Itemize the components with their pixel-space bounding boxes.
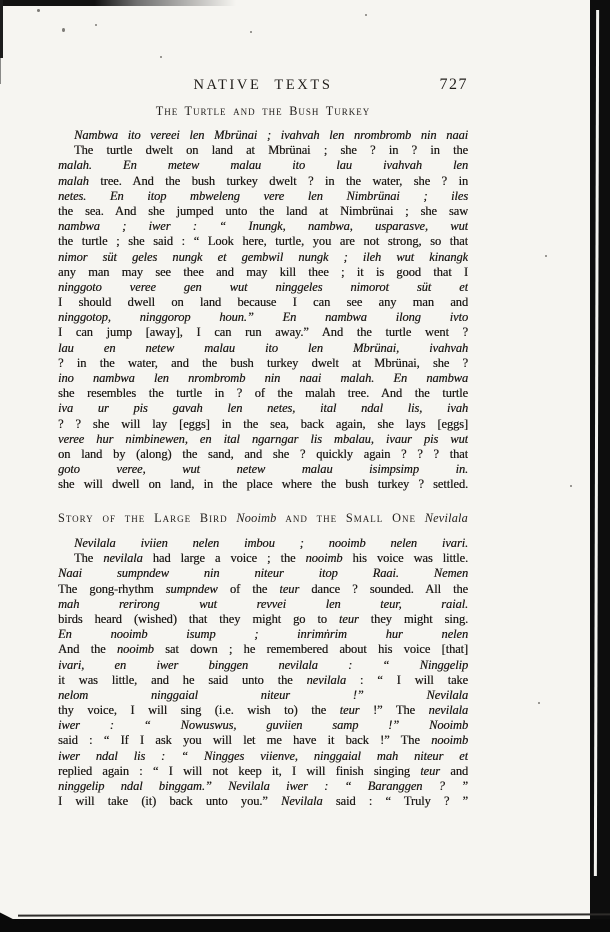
scan-artifact-bottom-line <box>18 913 610 916</box>
gloss-text: had large a voice ; the <box>142 551 306 566</box>
native-word: sumpndew <box>165 581 218 596</box>
native-word: Nevilala iviien nelen imbou ; nooimb nelen ivari. <box>74 536 468 550</box>
translation-line <box>58 174 468 189</box>
native-word: iva ur pis gavah len netes, ital ndal lis, ivah <box>58 401 468 416</box>
scan-speck <box>95 24 97 26</box>
scan-artifact-left-edge <box>0 0 3 58</box>
gloss-text: : “ I will take <box>346 672 468 687</box>
native-line <box>58 627 468 642</box>
translation-line <box>58 204 468 219</box>
gloss-text: thy voice, I will sing (i.e. wish to) the <box>58 703 340 718</box>
translation-line <box>58 733 468 748</box>
story2-title <box>58 511 468 526</box>
translation-line <box>58 551 468 566</box>
story1-text-block <box>58 128 468 493</box>
native-word: nimor süt geles nungk et gembwil nungk ; ileh wut kinangk <box>58 249 468 264</box>
native-word: malah <box>58 173 89 188</box>
gloss-text: said : “ Truly ? ” <box>322 794 468 809</box>
gloss-text: said : “ If I ask you will let me have it back !” The <box>58 733 432 748</box>
native-word: ivari, en iwer binggen nevilala : “ Ninggelip <box>58 657 468 672</box>
gloss-text: !” The <box>359 703 429 718</box>
native-word: teur <box>339 703 360 718</box>
native-word: Naai sumpndew nin niteur itop Raai. Nemen <box>58 566 468 581</box>
native-line <box>58 597 468 612</box>
translation-line <box>58 295 468 310</box>
gloss-text: ? ? she will lay [eggs] in the sea, back again, she lays [eggs] <box>58 416 468 431</box>
native-word: teur <box>279 581 300 596</box>
translation-line <box>58 143 468 158</box>
native-word: lau en netew malau ito len Mbrünai, ivahvah <box>58 340 468 355</box>
native-line <box>58 566 468 581</box>
gloss-text: I should dwell on land because I can see any man and <box>58 295 468 310</box>
gloss-text: and the Small One <box>276 511 425 525</box>
translation-line <box>58 356 468 371</box>
native-word: ninggelip ndal binggam.” Nevilala iwer : “ Baranggen ? ” <box>58 779 468 793</box>
gloss-text: she will dwell on land, in the place where the bush turkey ? settled. <box>58 477 468 492</box>
translation-line <box>58 265 468 280</box>
gloss-text: The <box>74 551 104 566</box>
translation-line <box>58 764 468 779</box>
story1-title: The Turtle and the Bush Turkey <box>155 104 371 118</box>
gloss-text: tree. And the bush turkey dwelt ? in the water, she ? in <box>88 173 468 188</box>
gloss-text: it was little, and he said unto the <box>58 672 307 687</box>
native-line <box>58 718 468 733</box>
scan-speck <box>62 28 65 32</box>
gloss-text: And the <box>58 642 117 657</box>
translation-line <box>58 582 468 597</box>
gloss-text: I can jump [away], I can run away.” And the turtle went ? <box>58 325 468 340</box>
translation-line <box>58 673 468 688</box>
translation-line <box>58 612 468 627</box>
native-line <box>58 341 468 356</box>
translation-line <box>58 477 468 492</box>
gloss-text: on land by (along) the sand, and she ? quickly again ? ? ? that <box>58 446 468 461</box>
translation-line <box>58 386 468 401</box>
native-word: netes. En itop mbweleng vere len Nimbrünai ; iles <box>58 188 468 203</box>
native-word: mah rerirong wut revvei len teur, raial. <box>58 596 468 611</box>
native-word: Nevilala <box>424 511 469 525</box>
gloss-text: The gong-rhythm <box>58 581 166 596</box>
native-line <box>58 536 468 551</box>
scan-speck <box>538 702 540 704</box>
native-line <box>58 779 468 794</box>
scan-speck <box>545 255 547 257</box>
native-line <box>58 462 468 477</box>
native-word: nooimb <box>431 733 468 748</box>
scan-speck <box>570 485 572 487</box>
gloss-text: they might sing. <box>358 611 468 626</box>
native-word: nevilala <box>103 551 143 566</box>
native-word: nevilala <box>428 703 468 718</box>
gloss-text: and <box>439 763 468 778</box>
scan-artifact-page-edge-highlight <box>594 10 599 876</box>
gloss-text: ? in the water, and the bush turkey dwelt at Mbrünai, she ? <box>58 355 468 370</box>
translation-line <box>58 325 468 340</box>
gloss-text: any man may see thee and may kill thee ; it is good that I <box>58 264 468 279</box>
scan-artifact-right-band <box>590 0 610 932</box>
native-word: iwer : “ Nowuswus, guviien samp !” Nooimb <box>58 718 468 733</box>
native-word: nelom ninggaial niteur !” Nevilala <box>58 687 468 702</box>
native-line <box>58 749 468 764</box>
native-word: teur <box>420 763 440 778</box>
translation-line <box>58 234 468 249</box>
native-word: malah. En metew malau ito lau ivahvah len <box>58 158 468 173</box>
story2-text-block <box>58 536 468 809</box>
native-word: nooimb <box>305 551 343 566</box>
native-line <box>58 310 468 325</box>
scan-artifact-bottom-left-wedge <box>0 906 28 932</box>
native-word: En nooimb isump ; inrimṅrim hur nelen <box>58 627 468 642</box>
native-line <box>58 280 468 295</box>
native-line <box>58 189 468 204</box>
translation-line <box>58 447 468 462</box>
gloss-text: replied again : “ I will not keep it, I will finish singing <box>58 763 421 778</box>
native-line <box>58 128 468 143</box>
native-word: iwer ndal lis : “ Ningges viienve, ninggaial mah niteur et <box>58 748 468 763</box>
gloss-text: birds heard (wished) that they might go to <box>58 611 339 626</box>
native-line <box>58 371 468 386</box>
gloss-text: The turtle dwelt on land at Mbrünai ; she ? in ? in the <box>74 143 468 158</box>
native-line <box>58 432 468 447</box>
gloss-text: sat down ; he remembered about his voice [that] <box>153 642 468 657</box>
native-word: Nevilala <box>280 794 323 809</box>
native-line <box>58 219 468 234</box>
scan-speck <box>250 31 252 33</box>
gloss-text: Story of the Large Bird <box>58 511 237 525</box>
gloss-text: the sea. And she jumped unto the land at Nimbrünai ; she saw <box>58 203 468 218</box>
native-word: teur <box>338 611 359 626</box>
native-line <box>58 158 468 173</box>
translation-line <box>58 642 468 657</box>
running-head-title: NATIVE TEXTS <box>193 77 333 93</box>
native-word: veree hur nimbinewen, en ital ngarngar lis mbalau, ivaur pis wut <box>58 431 468 446</box>
gloss-text: I will take (it) back unto you.” <box>58 794 281 809</box>
native-word: Nambwa ito vereei len Mbrünai ; ivahvah len nrombromb nin naai <box>74 128 468 142</box>
gloss-text: of the <box>217 581 280 596</box>
native-word: ninggoto veree gen wut ninggeles nimorot süt et <box>58 279 468 294</box>
native-word: goto veree, wut netew malau isimpsimp in. <box>58 462 468 477</box>
native-line <box>58 401 468 416</box>
native-line <box>58 658 468 673</box>
scan-speck <box>365 14 367 16</box>
native-word: nevilala <box>306 672 346 687</box>
page-number: 727 <box>439 76 468 93</box>
native-word: ino nambwa len nrombromb nin naai malah. En nambwa <box>58 371 468 385</box>
translation-line <box>58 703 468 718</box>
gloss-text: his voice was little. <box>342 551 468 566</box>
translation-line <box>58 794 468 809</box>
page-header <box>58 77 468 97</box>
translation-line <box>58 417 468 432</box>
scan-speck <box>160 56 162 58</box>
scan-artifact-top-edge <box>0 0 236 6</box>
native-line <box>58 688 468 703</box>
scan-artifact-left-edge <box>0 58 1 84</box>
gloss-text: the turtle ; she said : “ Look here, turtle, you are not strong, so that <box>58 234 468 249</box>
gloss-text: she resembles the turtle in ? of the malah tree. And the turtle <box>58 386 468 401</box>
native-word: nambwa ; iwer : “ Inungk, nambwa, usparasve, wut <box>58 219 468 234</box>
scan-speck <box>37 9 40 12</box>
native-word: ninggotop, ninggorop houn.” En nambwa ilong ivto <box>58 310 468 325</box>
gloss-text: dance ? sounded. All the <box>299 581 468 596</box>
native-word: nooimb <box>116 642 154 657</box>
native-word: Nooimb <box>236 511 277 525</box>
scan-artifact-bottom-bar <box>0 919 610 932</box>
native-line <box>58 250 468 265</box>
